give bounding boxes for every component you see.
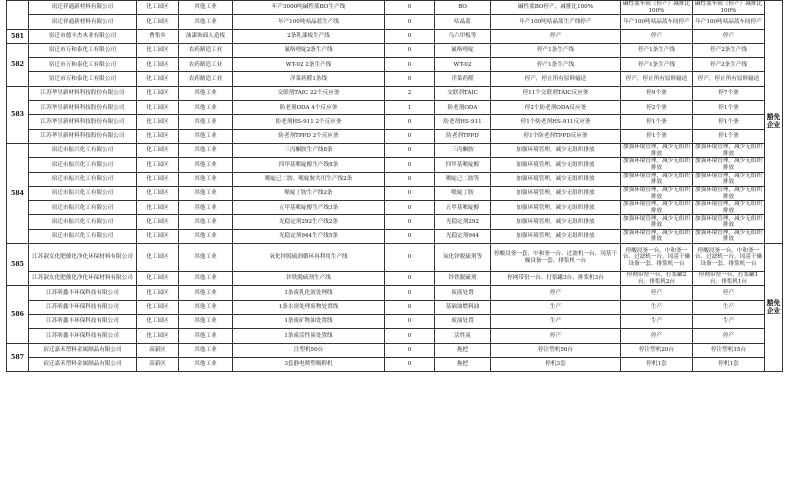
company-cell: 江苏华昱新材料科技股份有限公司 [29,129,137,143]
category-cell: 豁免企业 [765,1,783,244]
product-cell: 防老剂HS-911 [435,115,491,129]
company-cell: 宿迁市振兴化工有限公司 [29,229,137,243]
qty-cell: 0 [385,329,435,343]
industry-cell: 农药制造工业 [179,43,233,57]
product-cell: 哌啶己二胺等 [435,172,491,186]
measure-red-cell: 停1个釜 [693,115,765,129]
measure-red-cell: 停1个釜 [693,101,765,115]
measure-red-cell: 碱性蓝车间（停产）减排比100% [693,1,765,15]
measure-yellow-cell: 停注塑机50台 [491,343,621,357]
park-cell: 化工园区 [137,286,179,300]
qty-cell: 0 [385,244,435,272]
park-cell: 化工园区 [137,101,179,115]
measure-orange-cell: 停酸浸釜一台、中和釜一台、过滤机一台、冈基干燥设备一套、排浆机一台 [621,244,693,272]
measure-red-cell: 停注塑机15台 [693,343,765,357]
qty-cell: 0 [385,215,435,229]
park-cell: 化工园区 [137,300,179,314]
measure-orange-cell: 停9个釜 [621,86,693,100]
qty-cell: 0 [385,58,435,72]
line-cell: 光稳定剂944生产线5条 [233,229,385,243]
product-cell: 防老剂TPPD [435,129,491,143]
company-cell: 宿迁市万和泰化工有限公司 [29,72,137,86]
industry-cell: 其他工业 [179,143,233,157]
park-cell: 化工园区 [137,143,179,157]
product-cell: 四甲基哌啶醇 [435,158,491,172]
measure-yellow-cell: 加强环境管理，减少无组织排放 [491,172,621,186]
product-cell: 拖把 [435,357,491,371]
measure-yellow-cell: 停11个交联剂TAIC反应釜 [491,86,621,100]
measure-orange-cell: 加强环境管理，减少无组织排放 [621,158,693,172]
park-cell: 曹集乡 [137,29,179,43]
industry-cell: 其他工业 [179,244,233,272]
measure-yellow-cell: 生产 [491,314,621,328]
measure-red-cell: 停产2条生产线 [693,43,765,57]
entry-number [7,1,29,30]
industry-cell: 其他工业 [179,215,233,229]
product-cell: 咕晶蓝 [435,15,491,29]
product-cell: 光稳定剂944 [435,229,491,243]
company-cell: 宿迁市万和泰化工有限公司 [29,43,137,57]
table-row [7,29,783,43]
product-cell: 交联剂TAIC [435,86,491,100]
measure-yellow-cell: 停产1条生产线 [491,43,621,57]
measure-red-cell: 停产2条生产线 [693,58,765,72]
park-cell: 化工园区 [137,72,179,86]
table-row [7,43,783,57]
measure-red-cell: 加强环境管理，减少无组织排放 [693,186,765,200]
qty-cell: 0 [385,357,435,371]
line-cell: 洋菜药醛1条线 [233,72,385,86]
measure-red-cell: 年产100吨咕晶蓝车间停产 [693,15,765,29]
product-cell: 三丙酮胺 [435,143,491,157]
line-cell: 2条乳漆板生产线 [233,29,385,43]
company-cell: 江苏淑女化肥催化净化环保材料有限公司 [29,244,137,272]
measure-yellow-cell: 加强环境管理，减少无组织排放 [491,186,621,200]
measure-red-cell: 停产 [693,329,765,343]
line-cell: 哌啶己二胺、哌啶胺共用生产线2条 [233,172,385,186]
measure-yellow-cell: 停机3套 [491,357,621,371]
industry-cell: 其他工业 [179,286,233,300]
company-cell: 江苏华昱新材料科技股份有限公司 [29,115,137,129]
park-cell: 化工园区 [137,158,179,172]
line-cell: 注塑机50台 [233,343,385,357]
measure-yellow-cell: 停产 [491,29,621,43]
qty-cell: 2 [385,86,435,100]
industry-cell: 其他工业 [179,343,233,357]
park-cell: 化工园区 [137,229,179,243]
qty-cell: 1 [385,101,435,115]
measure-orange-cell: 停产 [621,286,693,300]
measure-orange-cell: 年产100吨咕晶蓝车间停产 [621,15,693,29]
measure-yellow-cell: 停1个防老剂HS-911反应釜 [491,115,621,129]
table-row [7,58,783,72]
measure-yellow-cell: 停2个防老剂ODA反应釜 [491,101,621,115]
table-row [7,172,783,186]
measure-orange-cell: 停注塑机20台 [621,343,693,357]
table-row [7,186,783,200]
qty-cell: 0 [385,143,435,157]
measure-orange-cell: 停产1条生产线 [621,58,693,72]
measure-orange-cell: 加强环境管理，减少无组织排放 [621,172,693,186]
company-cell: 宿迁市振兴化工有限公司 [29,172,137,186]
product-cell: 防老剂ODA [435,101,491,115]
industry-cell: 其他工业 [179,86,233,100]
entry-number: 582 [7,43,29,86]
category-cell: 豁免企业 [765,244,783,372]
park-cell: 化工园区 [137,115,179,129]
measure-orange-cell: 停产，停止所有原料输送 [621,72,693,86]
industry-cell: 农药制造工业 [179,72,233,86]
measure-yellow-cell: 加强环境管理，减少无组织排放 [491,201,621,215]
product-cell: 基础油燃料油 [435,300,491,314]
measure-red-cell: 生产 [693,300,765,314]
qty-cell: 0 [385,1,435,15]
line-cell: 三丙酮胺生产线8条 [233,143,385,157]
qty-cell: 0 [385,343,435,357]
line-cell: 氧化锌脱硫剂循环再利用生产线 [233,244,385,272]
qty-cell: 0 [385,272,435,286]
measure-orange-cell: 停1个釜 [621,129,693,143]
qty-cell: 0 [385,43,435,57]
line-cell: 1条废活性炭处置线 [233,329,385,343]
company-cell: 宿迁市德丰杰木业有限公司 [29,29,137,43]
company-cell: 宿迁祥通新材料有限公司 [29,1,137,15]
park-cell: 化工园区 [137,329,179,343]
industry-cell: 其他工业 [179,201,233,215]
product-cell: 乌六甲板等 [435,29,491,43]
industry-cell: 其他工业 [179,272,233,286]
table-row [7,229,783,243]
measure-yellow-cell: 加强环境管理，减少无组织排放 [491,229,621,243]
park-cell: 化工园区 [137,244,179,272]
line-cell: 交联剂TAIC 22个反应釜 [233,86,385,100]
measure-orange-cell: 生产 [621,314,693,328]
qty-cell: 0 [385,229,435,243]
company-cell: 宿迁市振兴化工有限公司 [29,215,137,229]
table-row [7,215,783,229]
company-cell: 宿迁市振兴化工有限公司 [29,158,137,172]
measure-yellow-cell: 加强环境管理，减少无组织排放 [491,158,621,172]
measure-red-cell: 停产 [693,29,765,43]
measure-yellow-cell: 停产1条生产线 [491,58,621,72]
line-cell: 3套静电喷塑吸附机 [233,357,385,371]
industry-cell: 其他工业 [179,101,233,115]
qty-cell: 0 [385,29,435,43]
measure-yellow-cell: 停产，停止所有原料输送 [491,72,621,86]
table-row [7,115,783,129]
line-cell: WT-02 2条生产线 [233,58,385,72]
table-row [7,272,783,286]
measure-red-cell: 停产，停止所有原料输送 [693,72,765,86]
table-row [7,244,783,272]
measure-orange-cell: 加强环境管理，减少无组织排放 [621,215,693,229]
line-cell: 年产3000吨碱性蓝BO生产线 [233,1,385,15]
park-cell: 化工园区 [137,129,179,143]
measure-red-cell: 生产 [693,314,765,328]
table-row [7,286,783,300]
emission-control-table [6,0,783,372]
measure-yellow-cell: 生产 [491,300,621,314]
company-cell: 江苏昕鑫丰环保科技有限公司 [29,314,137,328]
table-row [7,72,783,86]
line-cell: 1条废乳化液处理线 [233,286,385,300]
qty-cell: 0 [385,300,435,314]
measure-red-cell: 停机1套 [693,357,765,371]
product-cell: 洋菜药醛 [435,72,491,86]
industry-cell: 其他工业 [179,1,233,15]
measure-red-cell: 加强环境管理，减少无组织排放 [693,215,765,229]
line-cell: 1条废矿物油处置线 [233,314,385,328]
company-cell: 江苏昕鑫丰环保科技有限公司 [29,286,137,300]
measure-red-cell: 加强环境管理，减少无组织排放 [693,172,765,186]
measure-yellow-cell: 停酸浸釜一套、中和釜一台、过滤机一台、冈基干燥设备一套、排浆机一台 [491,244,621,272]
park-cell: 化工园区 [137,272,179,286]
park-cell: 化工园区 [137,215,179,229]
entry-number: 587 [7,343,29,372]
park-cell: 高新区 [137,343,179,357]
product-cell: 拖把 [435,343,491,357]
measure-red-cell: 停1个釜 [693,129,765,143]
product-cell: 五甲基哌啶醇 [435,201,491,215]
industry-cell: 其他工业 [179,158,233,172]
qty-cell: 0 [385,286,435,300]
company-cell: 宿迁市振兴化工有限公司 [29,186,137,200]
table-row [7,1,783,15]
company-cell: 宿迁市振兴化工有限公司 [29,201,137,215]
entry-number: 584 [7,143,29,243]
measure-yellow-cell: 停1个防老剂TPPD反应釜 [491,129,621,143]
measure-red-cell: 加强环境管理，减少无组织排放 [693,229,765,243]
entry-number: 585 [7,244,29,286]
qty-cell: 0 [385,186,435,200]
line-cell: 防老剂ODA 4个反应釜 [233,101,385,115]
line-cell: 光稳定剂292生产线2条 [233,215,385,229]
line-cell: 哌啶丁胺生产线2条 [233,186,385,200]
park-cell: 高新区 [137,357,179,371]
qty-cell: 0 [385,158,435,172]
qty-cell: 0 [385,201,435,215]
park-cell: 化工园区 [137,43,179,57]
company-cell: 宿迁嘉禾塑料金属制品有限公司 [29,357,137,371]
measure-orange-cell: 加强环境管理，减少无组织排放 [621,143,693,157]
park-cell: 化工园区 [137,15,179,29]
product-cell: 氟咯喹啶 [435,43,491,57]
industry-cell: 其他工业 [179,314,233,328]
measure-orange-cell: 加强环境管理，减少无组织排放 [621,186,693,200]
qty-cell: 0 [385,72,435,86]
company-cell: 宿迁市振兴化工有限公司 [29,143,137,157]
park-cell: 化工园区 [137,172,179,186]
measure-yellow-cell: 停产 [491,329,621,343]
table-row [7,201,783,215]
table-row [7,101,783,115]
line-cell: 四甲基哌啶醇生产线8条 [233,158,385,172]
measure-orange-cell: 停1个釜 [621,115,693,129]
measure-red-cell: 停产 [693,286,765,300]
product-cell: 活性炭 [435,329,491,343]
measure-orange-cell: 停产1条生产线 [621,43,693,57]
qty-cell: 0 [385,115,435,129]
line-cell: 年产100吨咕晶蓝生产线 [233,15,385,29]
measure-orange-cell: 加强环境管理，减少无组织排放 [621,201,693,215]
table-row [7,158,783,172]
company-cell: 江苏昕鑫丰环保科技有限公司 [29,300,137,314]
industry-cell: 其他工业 [179,129,233,143]
company-cell: 江苏昕鑫丰环保科技有限公司 [29,329,137,343]
product-cell: 废液处置 [435,286,491,300]
park-cell: 化工园区 [137,86,179,100]
park-cell: 化工园区 [137,314,179,328]
line-cell: 防老剂HS-911 2个反应釜 [233,115,385,129]
entry-number: 581 [7,29,29,43]
product-cell: BO [435,1,491,15]
company-cell: 江苏华昱新材料科技股份有限公司 [29,86,137,100]
entry-number: 583 [7,86,29,143]
measure-orange-cell: 加强环境管理，减少无组织排放 [621,229,693,243]
line-cell: 防老剂TPPD 2个反应釜 [233,129,385,143]
table-row [7,129,783,143]
line-cell: 锌铁脱硫剂生产线 [233,272,385,286]
table-row [7,86,783,100]
measure-yellow-cell: 停产 [491,286,621,300]
line-cell: 氟咯喹啶2条生产线 [233,43,385,57]
measure-red-cell: 停网带窑一台、打浆罐1台、排浆机1台 [693,272,765,286]
industry-cell: 农药制造工业 [179,58,233,72]
park-cell: 化工园区 [137,186,179,200]
measure-orange-cell: 停网带窑一台、打浆罐2台、排浆机2台 [621,272,693,286]
product-cell: 锌铁脱硫剂 [435,272,491,286]
measure-yellow-cell: 碱性蓝BO停产，减排比100% [491,1,621,15]
measure-orange-cell: 停产 [621,329,693,343]
table-row [7,300,783,314]
product-cell: 光稳定剂292 [435,215,491,229]
measure-red-cell: 停7个釜 [693,86,765,100]
industry-cell: 其他工业 [179,329,233,343]
industry-cell: 其他工业 [179,229,233,243]
park-cell: 化工园区 [137,1,179,15]
measure-red-cell: 加强环境管理，减少无组织排放 [693,158,765,172]
product-cell: 氧化锌脱硫剂等 [435,244,491,272]
measure-red-cell: 停酸浸釜一台、中和釜一台、过滤机一台、冈基干燥设备一套、排浆机一台 [693,244,765,272]
industry-cell: 其他工业 [179,357,233,371]
table-row [7,314,783,328]
industry-cell: 其他工业 [179,115,233,129]
line-cell: 五甲基哌啶醇生产线3条 [233,201,385,215]
industry-cell: 其他工业 [179,172,233,186]
industry-cell: 其他工业 [179,300,233,314]
company-cell: 宿迁祥通新材料有限公司 [29,15,137,29]
company-cell: 江苏淑女化肥催化净化环保材料有限公司 [29,272,137,286]
measure-yellow-cell: 停网带窑一台、打浆罐3台、排浆机3台 [491,272,621,286]
measure-yellow-cell: 加强环境管理，减少无组织排放 [491,215,621,229]
table-row [7,343,783,357]
product-cell: WT-02 [435,58,491,72]
industry-cell: 其他工业 [179,15,233,29]
measure-orange-cell: 碱性蓝车间（停产）减排比100% [621,1,693,15]
table-row [7,357,783,371]
industry-cell: 其他工业 [179,186,233,200]
company-cell: 江苏华昱新材料科技股份有限公司 [29,101,137,115]
measure-orange-cell: 生产 [621,300,693,314]
table-row [7,15,783,29]
company-cell: 宿迁嘉禾塑料金属制品有限公司 [29,343,137,357]
product-cell: 废油处置 [435,314,491,328]
table-row [7,143,783,157]
qty-cell: 0 [385,129,435,143]
measure-red-cell: 加强环境管理，减少无组织排放 [693,143,765,157]
company-cell: 宿迁市万和泰化工有限公司 [29,58,137,72]
measure-red-cell: 加强环境管理，减少无组织排放 [693,201,765,215]
measure-orange-cell: 停2个釜 [621,101,693,115]
measure-orange-cell: 停产 [621,29,693,43]
park-cell: 化工园区 [137,201,179,215]
table-row [7,329,783,343]
measure-orange-cell: 停机1套 [621,357,693,371]
entry-number: 586 [7,286,29,343]
park-cell: 化工园区 [137,58,179,72]
qty-cell: 0 [385,15,435,29]
measure-yellow-cell: 加强环境管理，减少无组织排放 [491,143,621,157]
industry-cell: 油漆饰面人造板 [179,29,233,43]
qty-cell: 0 [385,172,435,186]
qty-cell: 0 [385,314,435,328]
product-cell: 哌啶丁胺 [435,186,491,200]
line-cell: 1条水溶处理废物处置线 [233,300,385,314]
measure-yellow-cell: 年产100吨咕晶蓝生产线停产 [491,15,621,29]
